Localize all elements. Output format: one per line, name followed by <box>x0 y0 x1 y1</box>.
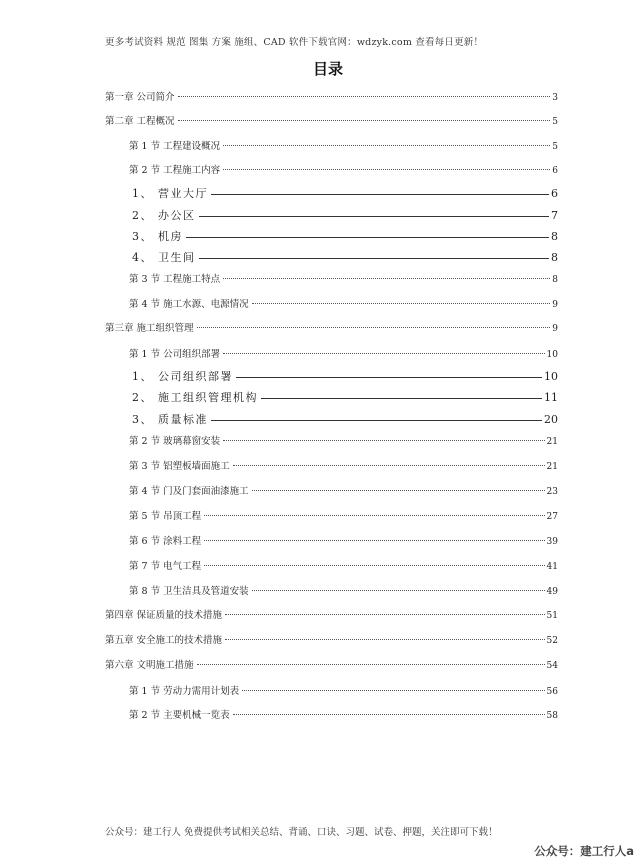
toc-entry-label: 4、 卫生间 <box>132 251 196 264</box>
toc-entry-page: 11 <box>544 391 558 404</box>
toc-entry[interactable] <box>129 272 558 288</box>
toc-entry-label: 第四章 保证质量的技术措施 <box>105 610 223 621</box>
toc-entry-label: 第五章 安全施工的技术措施 <box>105 635 223 646</box>
toc-entry[interactable] <box>129 584 558 600</box>
toc-entry-page: 10 <box>546 350 558 360</box>
toc-entry-label: 第 3 节 工程施工特点 <box>129 274 221 285</box>
toc-entry-page: 8 <box>552 275 558 285</box>
toc-entry-label: 第 1 节 劳动力需用计划表 <box>129 686 240 697</box>
toc-entry-page: 3 <box>552 93 558 103</box>
toc-leader-dots <box>225 639 545 640</box>
toc-entry-label: 第 3 节 铝塑板墙面施工 <box>129 461 230 472</box>
toc-entry-label: 第 7 节 电气工程 <box>129 561 202 572</box>
toc-entry-label: 第六章 文明施工措施 <box>105 660 194 671</box>
toc-entry-page: 58 <box>546 711 558 721</box>
toc-leader-dots <box>252 490 545 491</box>
watermark: 公众号：建工行人a <box>534 844 634 858</box>
toc-entry[interactable] <box>105 608 558 624</box>
toc-entry[interactable] <box>129 684 558 700</box>
toc-entry[interactable] <box>129 509 558 525</box>
toc-leader-dots <box>233 465 545 466</box>
toc-entry-label: 1、 公司组织部署 <box>132 370 233 383</box>
toc-entry-page: 5 <box>552 117 558 127</box>
toc-entry[interactable] <box>105 321 558 337</box>
toc-leader-dots <box>178 96 551 97</box>
toc-entry[interactable] <box>132 208 558 224</box>
toc-leader-dots <box>252 590 545 591</box>
toc-leader-dots <box>261 398 542 399</box>
toc-entry[interactable] <box>105 633 558 649</box>
toc-entry-label: 第 4 节 施工水源、电源情况 <box>129 299 249 310</box>
toc-entry-page: 20 <box>544 413 558 426</box>
footer-note: 公众号：建工行人 免费提供考试相关总结、背诵、口诀、习题、试卷、押题，关注即可下载！ <box>105 827 498 838</box>
toc-entry[interactable] <box>129 163 558 179</box>
toc-entry-label: 第二章 工程概况 <box>105 116 175 127</box>
toc-entry[interactable] <box>132 186 558 202</box>
toc-entry[interactable] <box>129 559 558 575</box>
toc-entry[interactable] <box>132 250 558 266</box>
toc-leader-dots <box>223 440 544 441</box>
toc-entry-page: 56 <box>546 687 558 697</box>
toc-entry-page: 10 <box>544 370 558 383</box>
toc-leader-dots <box>199 216 550 217</box>
toc-leader-dots <box>252 303 551 304</box>
toc-leader-dots <box>223 169 550 170</box>
toc-entry-page: 21 <box>546 462 558 472</box>
toc-entry[interactable] <box>105 658 558 674</box>
header-note: 更多考试资料 规范 图集 方案 施组、CAD 软件下载官网：wdzyk.com 查看每日更新！ <box>105 37 484 48</box>
toc-entry-page: 49 <box>546 587 558 597</box>
toc-entry-page: 23 <box>546 487 558 497</box>
toc-leader-dots <box>242 690 544 691</box>
toc-entry[interactable] <box>129 708 558 724</box>
toc-entry[interactable] <box>129 139 558 155</box>
toc-entry-page: 54 <box>546 661 558 671</box>
toc-entry-label: 第 1 节 工程建设概况 <box>129 141 221 152</box>
toc-leader-dots <box>211 420 542 421</box>
toc-entry-label: 1、 营业大厅 <box>132 187 208 200</box>
toc-entry-page: 6 <box>552 166 558 176</box>
toc-entry[interactable] <box>105 90 558 106</box>
toc-entry-page: 7 <box>551 209 558 222</box>
toc-entry-label: 第 2 节 主要机械一览表 <box>129 710 230 721</box>
toc-entry-label: 第 6 节 涂料工程 <box>129 536 202 547</box>
toc-entry-label: 第 1 节 公司组织部署 <box>129 349 221 360</box>
toc-entry-label: 3、 机房 <box>132 230 183 243</box>
toc-leader-dots <box>233 714 545 715</box>
toc-entry-label: 第 8 节 卫生洁具及管道安装 <box>129 586 249 597</box>
toc-entry-label: 第 4 节 门及门套面油漆施工 <box>129 486 249 497</box>
toc-leader-dots <box>204 540 544 541</box>
toc-entry-page: 21 <box>546 437 558 447</box>
toc-leader-dots <box>236 377 542 378</box>
toc-entry-page: 41 <box>546 562 558 572</box>
toc-entry[interactable] <box>105 114 558 130</box>
toc-leader-dots <box>204 565 544 566</box>
toc-entry[interactable] <box>129 434 558 450</box>
toc-entry[interactable] <box>129 534 558 550</box>
toc-entry-label: 第 2 节 工程施工内容 <box>129 165 221 176</box>
toc-entry-label: 第 5 节 吊顶工程 <box>129 511 202 522</box>
toc-entry[interactable] <box>132 229 558 245</box>
toc-leader-dots <box>199 258 550 259</box>
toc-entry-page: 6 <box>551 187 558 200</box>
toc-entry-page: 5 <box>552 142 558 152</box>
toc-leader-dots <box>186 237 549 238</box>
toc-entry-label: 2、 施工组织管理机构 <box>132 391 258 404</box>
toc-entry-page: 52 <box>546 636 558 646</box>
toc-entry[interactable] <box>129 347 558 363</box>
toc-entry-label: 第一章 公司简介 <box>105 92 175 103</box>
toc-leader-dots <box>225 614 545 615</box>
toc-entry-page: 9 <box>552 300 558 310</box>
toc-entry-page: 8 <box>551 251 558 264</box>
toc-entry-page: 39 <box>546 537 558 547</box>
toc-entry[interactable] <box>129 459 558 475</box>
toc-leader-dots <box>178 120 551 121</box>
toc-entry-label: 3、 质量标准 <box>132 413 208 426</box>
toc-entry-label: 第 2 节 玻璃幕窗安装 <box>129 436 221 447</box>
toc-leader-dots <box>197 327 551 328</box>
toc-leader-dots <box>211 194 549 195</box>
toc-leader-dots <box>197 664 545 665</box>
toc-entry[interactable] <box>129 484 558 500</box>
toc-entry-page: 27 <box>546 512 558 522</box>
toc-leader-dots <box>223 353 544 354</box>
toc-entry-label: 第三章 施工组织管理 <box>105 323 194 334</box>
toc-title: 目录 <box>312 60 343 78</box>
toc-leader-dots <box>223 145 550 146</box>
toc-entry[interactable] <box>132 390 558 406</box>
toc-entry[interactable] <box>129 297 558 313</box>
toc-leader-dots <box>223 278 550 279</box>
toc-entry[interactable] <box>132 412 558 428</box>
toc-entry-page: 9 <box>552 324 558 334</box>
toc-entry[interactable] <box>132 369 558 385</box>
toc-entry-page: 51 <box>546 611 558 621</box>
toc-entry-page: 8 <box>551 230 558 243</box>
toc-entry-label: 2、 办公区 <box>132 209 196 222</box>
toc-leader-dots <box>204 515 544 516</box>
